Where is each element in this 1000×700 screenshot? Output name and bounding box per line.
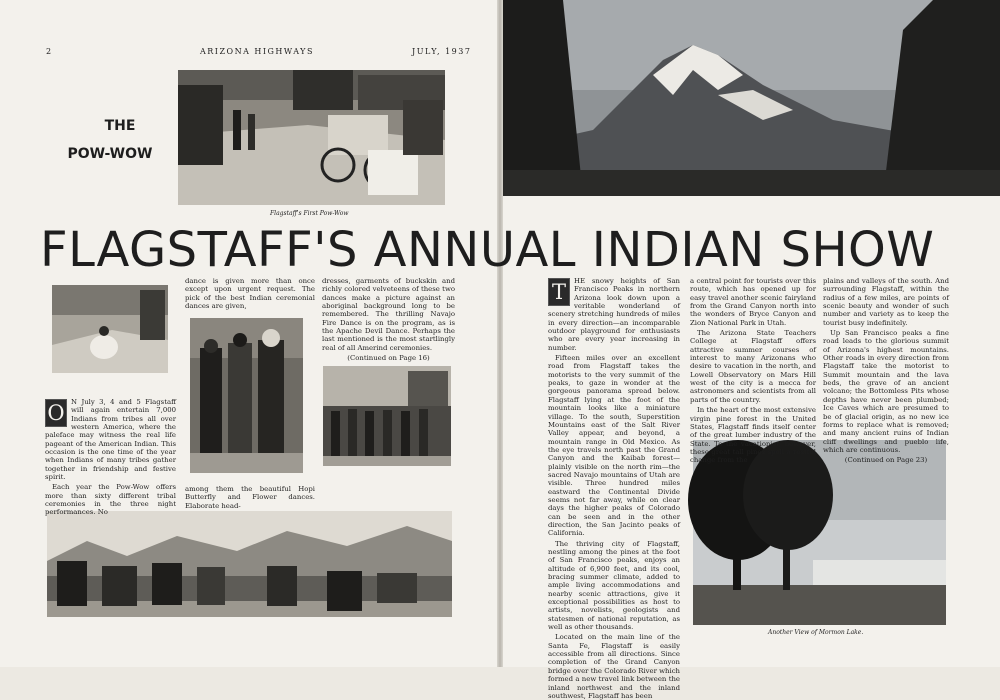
left-col1-para1: N July 3, 4 and 5 Flagstaff will again entertain 7,000 Indians from tribes all over western America, where the paleface may witness the real life pageant of the American Indian. This occasion is the one time of the year when Indians of many tribes gather together in friendship and festive spirit. [45, 398, 176, 482]
left-col2-top-text: dance is given more than once except upon urgent request. The pick of the best Indian ceremonial dances are given, [185, 277, 315, 311]
mountain-photo [503, 0, 1000, 196]
indian-group-photo [190, 318, 303, 473]
dancers-photo [323, 366, 451, 466]
indian-woman-photo [52, 285, 168, 373]
right-col2-para1: a central point for tourists over this route, which has opened up for easy travel another scenic fairyland from the Grand Canyon north into the wonders of Bryce Canyon and Zion National Park in Utah. [690, 277, 816, 327]
right-col1-para2: Fifteen miles over an excellent road from Flagstaff takes the motorists to the very summit of the peaks, to gaze in wonder at the gorgeous panorama spread below. Flagstaff lying at the foot of the mountain looks like a miniature village. To the south, Superstition Mountains east of the Salt River Valley appear, and beyond, a mountain range in Old Mexico. As the eye travels north past the Grand Canyon and the Kaibab forest—plainly visible on the north rim—the sacred Navajo mountains of Utah are visible. Three hundred miles eastward the Continental Divide seems not far away, while on clear days the higher peaks of Colorado can be seen and in the other direction, the San Jacinto peaks of California. [548, 354, 680, 538]
right-col1-para1: HE snowy heights of San Francisco Peaks in northern Arizona look down upon a veritable wonderland of scenery stretching hundreds of miles in every direction—an incomparable outdoor playground for enthusiasts who are every year increasing in number. [548, 277, 680, 352]
right-col1-para4: Located on the main line of the Santa Fe, Flagstaff is easily accessible from all directions. Since completion of the Grand Canyon bridge over the Colorado River which formed a new travel link between the inland northwest and the inland southwest, Flagstaff has been [548, 633, 680, 700]
dropcap-t: T [548, 278, 570, 306]
page-number: 2 [46, 47, 53, 56]
left-column-2-top [185, 277, 315, 313]
headline: FLAGSTAFF'S ANNUAL INDIAN SHOW [40, 222, 935, 278]
left-col3-text: dresses, garments of buckskin and richly colored velveteens of these two dances make a picture against an aboriginal background long to be remembered. The thrilling Navajo Fire Dance is on the program, as is the Apache Devil Dance. Perhaps the last mentioned is the most startlingly real of all Amerind ceremonies. [322, 277, 455, 352]
photo-caption-bottom: Another View of Mormon Lake. [768, 629, 864, 636]
right-column-1 [548, 277, 680, 700]
issue-date: JULY, 1937 [412, 47, 472, 56]
kicker-pow-wow: POW-WOW [67, 146, 153, 162]
right-col2-para3: In the heart of the most extensive virgin pine forest in the United States, Flagstaff finds itself center of the great lumber industry of the State. To the vacationist, however, these great tall pines spell a restful change from the [690, 406, 816, 465]
photo-caption-top: Flagstaff's First Pow-Wow [270, 210, 349, 217]
left-column-2-bottom [185, 485, 315, 510]
horsemen-photo [47, 511, 452, 617]
continued-page-23: (Continued on Page 23) [844, 456, 928, 465]
mormon-lake-photo [693, 440, 946, 625]
right-col3-para1: plains and valleys of the south. And surrounding Flagstaff, within the radius of a few miles, are points of scenic beauty and wonder of such number and variety as to keep the tourist busy indefinitely. [823, 277, 949, 327]
left-column-3 [322, 277, 455, 362]
right-column-3 [823, 277, 949, 465]
kicker-the: THE [104, 118, 136, 134]
right-col1-para3: The thriving city of Flagstaff, nestling among the pines at the foot of San Francisco peaks, enjoys an altitude of 6,900 feet, and its cool, bracing summer climate, added to ample living accommodations and nearby scenic attractions, give it exceptional possibilities as host to artists, novelists, geologists and statesmen of national reputation, as well as other thousands. [548, 539, 680, 632]
right-column-2 [690, 277, 816, 465]
continued-page-16: (Continued on Page 16) [347, 354, 430, 363]
left-col2-bottom-text: among them the beautiful Hopi Butterfly and Flower dances. Elaborate head- [185, 485, 315, 510]
dropcap-o: O [45, 399, 67, 427]
left-col1-para2: Each year the Pow-Wow offers more than sixty different tribal ceremonies in the three night performances. No [45, 483, 176, 517]
left-column-1 [45, 398, 176, 517]
right-col2-para2: The Arizona State Teachers College at Flagstaff offers attractive summer courses of interest to many Arizonans who desire to vacation in the north, and Lowell Observatory on Mars Hill west of the city is a mecca for astronomers and scientists from all parts of the country. [690, 329, 816, 404]
magazine-title: ARIZONA HIGHWAYS [200, 47, 314, 56]
right-col3-para2: Up San Francisco peaks a fine road leads to the glorious summit of Arizona's highest mountains. Other roads in every direction from Flagstaff take the motorist to Summit mountain and the lava beds, the grave of an ancient volcano; the Bottomless Pits whose depths have never been plumbed; Ice Caves which are presumed to be of glacial origin, as no new ice forms to replace what is removed; and many ancient ruins of Indian cliff dwellings and pueblo life, which are continuous. [823, 329, 949, 454]
parade-photo [178, 70, 445, 205]
